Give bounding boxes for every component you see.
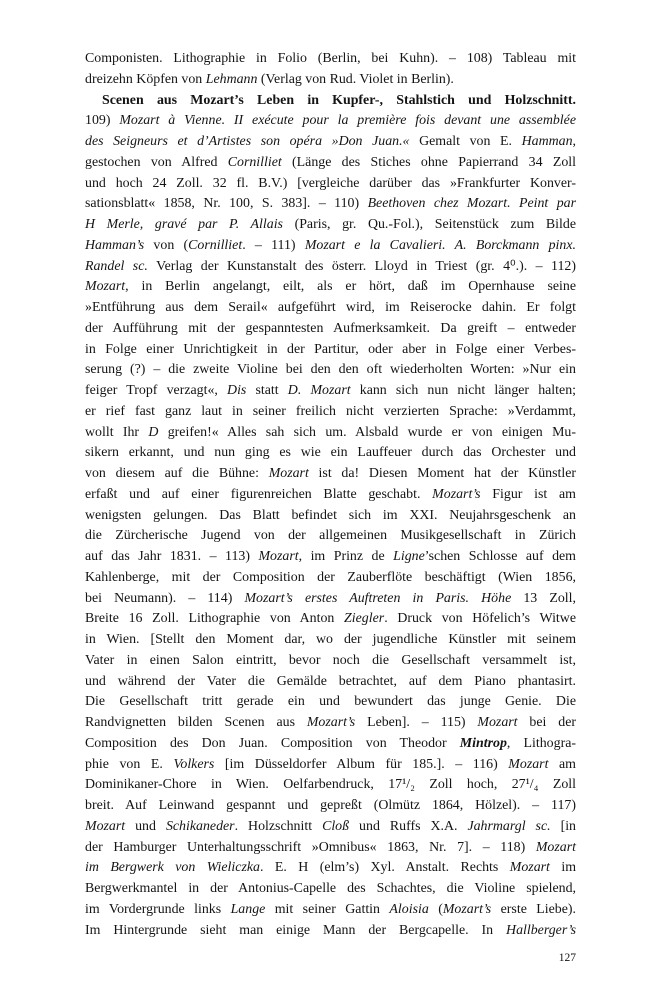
text-segment: Jahrmargl sc.	[467, 818, 551, 834]
text-segment: Breite 16 Zoll. Lithographie von Anton	[85, 611, 345, 627]
text-segment: , im Prinz de	[298, 549, 394, 564]
text-segment: Scenen aus Mozart’s Leben in Kupfer-, Stahlstich und Holzschnitt.	[102, 92, 576, 108]
text-line	[85, 506, 576, 527]
text-segment: bei Neumann). – 114)	[85, 590, 245, 606]
text-segment: Mozart	[509, 860, 550, 876]
text-segment: die Zürcherische Jugend von der allgemeinen Musikgesellschaft in Zürich	[85, 528, 576, 544]
text-segment: des Seigneurs et d’Artistes son opéra »Don Juan.«	[85, 134, 410, 149]
text-segment: Mozart	[477, 715, 518, 730]
text-segment: Mozart	[258, 549, 299, 564]
text-block	[85, 49, 576, 941]
text-segment: in Wien. [Stellt den Moment dar, wo der jugendliche Künstler mit seinem	[85, 632, 576, 647]
text-line	[85, 215, 576, 236]
text-segment: . E. H (elm’s) Xyl. Anstalt. Rechts	[259, 860, 510, 876]
text-segment: wollt Ihr	[85, 424, 149, 440]
text-segment: Im Hintergrunde sieht man einige Mann der Bergcapelle. In	[85, 922, 507, 938]
text-line	[85, 132, 576, 153]
text-segment: Mozart à Vienne. II exécute pour la première fois devant une assemblée	[119, 113, 576, 129]
text-segment: Componisten. Lithographie in Folio (Berlin, bei Kuhn). – 108) Tableau mit	[85, 51, 576, 66]
text-segment: dreizehn Köpfen von	[85, 71, 206, 87]
text-line	[85, 713, 576, 734]
text-segment: Mozart e la Cavalieri. A. Borckmann pinx.	[304, 237, 576, 253]
text-segment: Mozart’s	[442, 901, 492, 917]
text-segment: 109)	[85, 113, 120, 129]
text-segment: greifen!« Alles sah sich um. Alsbald wurde er von einigen Mu-	[158, 424, 576, 440]
text-segment: Aloisia	[389, 901, 429, 917]
text-segment: (	[428, 901, 443, 917]
text-segment: erste Liebe).	[491, 901, 577, 917]
text-line	[85, 174, 576, 195]
text-segment: Mozart	[268, 466, 309, 481]
text-segment: Schikaneder	[165, 818, 235, 834]
text-segment: Figur ist am	[480, 486, 576, 502]
text-line	[85, 775, 576, 796]
text-segment: Composition des Don Juan. Composition von Theodor	[85, 735, 460, 751]
text-segment: ,	[572, 134, 577, 149]
text-segment: am	[548, 756, 576, 772]
text-line	[85, 360, 576, 381]
text-segment: sationsblatt« 1858, Nr. 100, S. 383]. – 110)	[85, 196, 368, 212]
text-line	[85, 755, 576, 776]
text-segment: Lange	[230, 901, 266, 917]
text-line	[85, 49, 576, 70]
text-segment: Vater in einen Salon eintritt, bevor noch die Gesellschaft versammelt ist,	[85, 652, 576, 668]
text-line	[85, 91, 576, 112]
text-line	[85, 900, 576, 921]
text-line	[85, 381, 576, 402]
text-segment: Mintrop	[459, 735, 507, 751]
text-segment: feiger Tropf verzagt«,	[85, 383, 228, 398]
text-segment: Mozart	[85, 818, 126, 834]
text-segment: Hamman	[521, 134, 573, 149]
text-segment: Dis	[227, 383, 247, 398]
text-segment: Randel sc.	[85, 258, 148, 274]
text-line	[85, 630, 576, 651]
text-segment: . – 111)	[242, 237, 305, 253]
text-segment: mit seiner Gattin	[265, 901, 390, 917]
text-segment: von (	[144, 237, 189, 253]
text-segment: sikern erkannt, und nun ging es wie ein Lauffeuer durch das Orchester und	[85, 445, 576, 461]
text-segment: und	[125, 818, 166, 834]
text-segment: (Verlag von Rud. Violet in Berlin).	[257, 71, 454, 87]
text-segment: auf das Jahr 1831. – 113)	[85, 549, 259, 564]
text-segment: D	[148, 424, 159, 440]
text-line	[85, 817, 576, 838]
text-segment: . Druck von Höfelich’s Witwe	[384, 611, 576, 627]
text-segment: (Paris, gr. Qu.-Fol.), Seitenstück zum Bilde	[282, 217, 576, 232]
text-segment: statt	[246, 383, 288, 398]
text-segment: von diesem auf die Bühne:	[85, 466, 269, 481]
text-line	[85, 692, 576, 713]
text-segment: in Folge einer Unrichtigkeit in der Partitur, oder aber in Folge einer Verbes-	[85, 341, 576, 357]
text-line	[85, 796, 576, 817]
text-segment: Verlag der Kunstanstalt des österr. Lloyd in Triest (gr. 4⁰.). – 112)	[147, 258, 576, 274]
text-segment: Gemalt von E.	[409, 134, 522, 149]
page-number: 127	[558, 952, 576, 964]
text-segment: Mozart’s	[432, 486, 481, 502]
text-line	[85, 464, 576, 485]
text-segment: er rief fast ganz laut in seiner freilich nicht verzierten Sprache: »Verdammt,	[85, 403, 576, 419]
text-segment: kann sich nun nicht länger halten;	[350, 383, 577, 398]
text-segment: , in Berlin angelangt, eilt, als er hört, daß im Opernhause seine	[125, 279, 576, 295]
text-segment: bei der	[517, 715, 576, 730]
text-segment: Hallberger’s	[506, 922, 576, 938]
text-segment: Hamman’s	[85, 237, 145, 253]
text-segment: Bergwerkmantel in der Antonius-Capelle des Schachtes, die Violine spielend,	[85, 881, 576, 896]
text-segment: ist da! Diesen Moment hat der Künstler	[308, 466, 576, 481]
text-line	[85, 402, 576, 423]
text-segment: Leben]. – 115)	[355, 715, 478, 730]
text-segment: Volkers	[173, 756, 215, 772]
text-line	[85, 236, 576, 257]
text-segment: ’schen Schlosse auf dem	[424, 549, 576, 564]
text-segment: und Ruffs X.A.	[349, 818, 468, 834]
text-line	[85, 651, 576, 672]
text-line	[85, 568, 576, 589]
text-line	[85, 589, 576, 610]
text-line	[85, 277, 576, 298]
text-segment: 13 Zoll,	[511, 590, 576, 606]
text-line	[85, 879, 576, 900]
text-line	[85, 153, 576, 174]
text-segment: breit. Auf Leinwand gespannt und gepreßt (Olmütz 1864, Hölzel). – 117)	[85, 798, 576, 813]
text-segment: Randvignetten bilden Scenen aus	[85, 715, 307, 730]
text-segment: Ligne	[393, 549, 425, 564]
text-segment: Beethoven chez Mozart. Peint par	[367, 196, 576, 212]
text-segment: Ziegler	[344, 611, 385, 627]
text-line	[85, 609, 576, 630]
text-line	[85, 672, 576, 693]
text-line	[85, 443, 576, 464]
text-segment: [in	[550, 818, 576, 834]
text-line	[85, 319, 576, 340]
text-line	[85, 257, 576, 278]
text-segment: Lehmann	[205, 71, 258, 87]
text-line	[85, 298, 576, 319]
text-segment: (Länge des Stiches ohne Papierrand 34 Zoll	[281, 154, 576, 170]
text-segment: [im Düsseldorfer Album für 185.]. – 116)	[214, 756, 509, 772]
text-line	[85, 526, 576, 547]
text-segment: Mozart’s	[306, 715, 356, 730]
text-segment: im Bergwerk von Wieliczka	[85, 860, 260, 876]
text-segment: Mozart	[535, 839, 576, 855]
text-segment: , Lithogra-	[506, 735, 576, 751]
text-segment: Die Gesellschaft tritt gerade ein und bewundert das junge Genie. Die	[85, 694, 576, 710]
text-segment: im	[549, 860, 577, 876]
text-segment: der Aufführung mit der gespanntesten Aufmerksamkeit. Da greift – entweder	[85, 320, 576, 336]
text-segment: D. Mozart	[287, 383, 351, 398]
text-line	[85, 921, 576, 942]
text-segment: Dominikaner-Chore in Wien. Oelfarbendruck, 17¹/₂ Zoll hoch, 27¹/₄ Zoll	[85, 777, 576, 793]
text-segment: Cornilliet	[188, 237, 243, 253]
text-segment: Mozart	[85, 279, 126, 295]
text-line	[85, 858, 576, 879]
text-line	[85, 70, 576, 91]
text-segment: wenigsten gelungen. Das Blatt befindet sich im XXI. Neujahrsgeschenk an	[85, 507, 576, 523]
text-line	[85, 547, 576, 568]
text-segment: . Holzschnitt	[234, 818, 323, 834]
text-line	[85, 838, 576, 859]
text-line	[85, 485, 576, 506]
text-segment: im Vordergrunde links	[85, 901, 231, 917]
text-segment: phie von E.	[85, 756, 174, 772]
text-segment: erfaßt und auf einer figurenreichen Blatte geschabt.	[85, 486, 433, 502]
text-segment: und hoch 24 Zoll. 32 fl. B.V.) [vergleiche darüber das »Frankfurter Konver-	[85, 175, 576, 191]
text-segment: gestochen von Alfred	[85, 154, 228, 170]
text-line	[85, 340, 576, 361]
text-line	[85, 111, 576, 132]
text-line	[85, 194, 576, 215]
text-segment: H Merle, gravé par P. Allais	[85, 217, 283, 232]
text-segment: und während der Vater die Gemälde betrachtet, auf dem Piano phantasirt.	[85, 673, 576, 689]
text-segment: Cornilliet	[227, 154, 282, 170]
text-segment: Kahlenberge, mit der Composition der Zauberflöte beschäftigt (Wien 1856,	[85, 569, 576, 585]
text-line	[85, 734, 576, 755]
text-segment: serung (?) – die zweite Violine bei den den oft wiederholten Worten: »Nur ein	[85, 362, 576, 378]
text-segment: Mozart’s erstes Auftreten in Paris. Höhe	[244, 590, 512, 606]
text-segment: »Entführung aus dem Serail« aufgeführt wird, im Reiserocke dahin. Er folgt	[85, 300, 576, 315]
text-line	[85, 423, 576, 444]
text-segment: der Hamburger Unterhaltungsschrift »Omnibus« 1863, Nr. 7]. – 118)	[85, 839, 536, 855]
text-segment: Mozart	[508, 756, 549, 772]
text-segment: Cloß	[322, 818, 350, 834]
